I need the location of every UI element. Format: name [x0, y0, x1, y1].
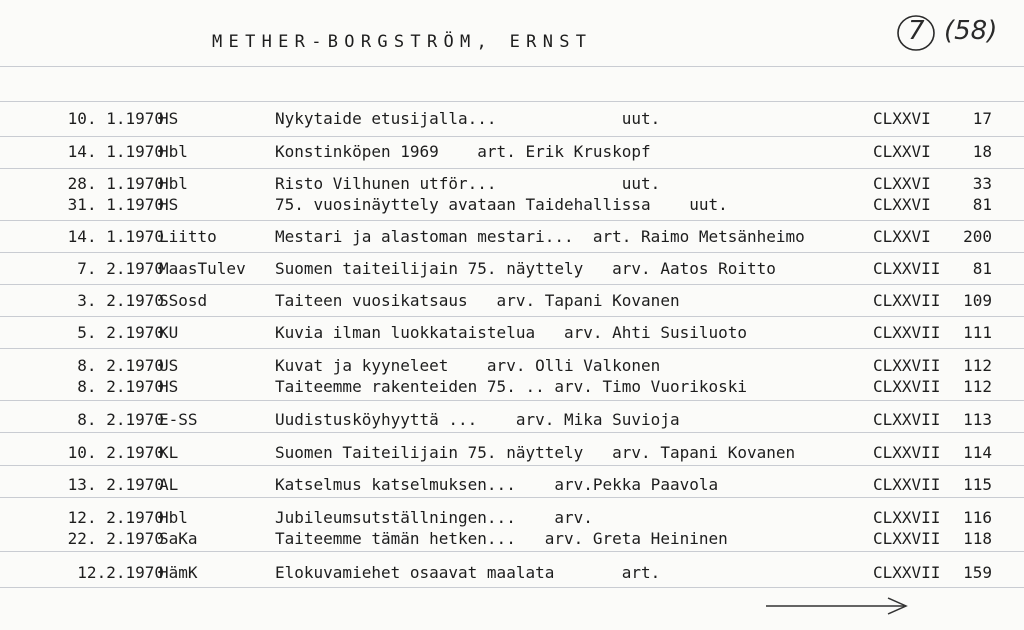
entry-row	[0, 376, 1024, 398]
ruled-line	[0, 220, 1024, 221]
entry-page: 109	[963, 291, 992, 310]
entry-text: Mestari ja alastoman mestari... art. Raimo Metsänheimo	[275, 227, 805, 246]
entry-page: 200	[963, 227, 992, 246]
entry-text: Uudistusköyhyyttä ... arv. Mika Suvioja	[275, 410, 680, 429]
entry-volume: CLXXVII	[873, 323, 941, 342]
entry-text: Jubileumsutställningen... arv.	[275, 508, 593, 527]
entry-page: 81	[972, 259, 992, 278]
entry-text: Elokuvamiehet osaavat maalata art.	[275, 563, 661, 582]
entry-source: SaKa	[159, 529, 198, 548]
entry-volume: CLXXVII	[873, 410, 941, 429]
right-arrow-icon	[764, 594, 914, 618]
entry-row	[0, 442, 1024, 464]
entry-text: Taiteen vuosikatsaus arv. Tapani Kovanen	[275, 291, 680, 310]
entry-source: Hbl	[159, 142, 188, 161]
ruled-line	[0, 587, 1024, 588]
entry-volume: CLXXVI	[873, 195, 931, 214]
entry-volume: CLXXVII	[873, 475, 941, 494]
entry-source: SSosd	[159, 291, 208, 310]
ruled-line	[0, 465, 1024, 466]
entry-page: 115	[963, 475, 992, 494]
entry-row	[0, 507, 1024, 529]
entry-source: KU	[159, 323, 179, 342]
entry-page: 159	[963, 563, 992, 582]
entry-date: 12. 2.1970	[67, 508, 164, 527]
entry-volume: CLXXVII	[873, 356, 941, 375]
entry-row	[0, 141, 1024, 163]
entry-date: 8. 2.1970	[77, 410, 164, 429]
entry-page: 113	[963, 410, 992, 429]
entry-volume: CLXXVI	[873, 174, 931, 193]
entry-source: E-SS	[159, 410, 198, 429]
ruled-line	[0, 66, 1024, 67]
entry-source: HS	[159, 377, 179, 396]
entry-row	[0, 528, 1024, 550]
entry-text: Nykytaide etusijalla... uut.	[275, 109, 661, 128]
ruled-line	[0, 101, 1024, 102]
entry-row	[0, 474, 1024, 496]
entry-row	[0, 194, 1024, 216]
entry-row	[0, 226, 1024, 248]
entry-page: 114	[963, 443, 992, 462]
entry-date: 12.2.1970	[77, 563, 164, 582]
entry-text: Taiteemme rakenteiden 75. .. arv. Timo Vuorikoski	[275, 377, 748, 396]
ruled-line	[0, 316, 1024, 317]
entry-volume: CLXXVII	[873, 508, 941, 527]
entry-source: Hbl	[159, 174, 188, 193]
entry-page: 111	[963, 323, 992, 342]
entry-page: 118	[963, 529, 992, 548]
entry-page: 112	[963, 377, 992, 396]
entry-source: HS	[159, 109, 179, 128]
entry-row	[0, 258, 1024, 280]
entry-page: 112	[963, 356, 992, 375]
entry-date: 10. 1.1970	[67, 109, 164, 128]
ruled-line	[0, 284, 1024, 285]
entry-page: 17	[972, 109, 992, 128]
entry-source: HS	[159, 195, 179, 214]
entry-row	[0, 290, 1024, 312]
entry-page: 18	[972, 142, 992, 161]
entry-volume: CLXXVII	[873, 259, 941, 278]
entry-text: 75. vuosinäyttely avataan Taidehallissa uut.	[275, 195, 728, 214]
entry-volume: CLXXVII	[873, 563, 941, 582]
entry-date: 13. 2.1970	[67, 475, 164, 494]
entry-date: 8. 2.1970	[77, 377, 164, 396]
ruled-line	[0, 252, 1024, 253]
entry-text: Konstinköpen 1969 art. Erik Kruskopf	[275, 142, 651, 161]
entry-source: AL	[159, 475, 179, 494]
ruled-line	[0, 551, 1024, 552]
ruled-line	[0, 432, 1024, 433]
entry-volume: CLXXVII	[873, 377, 941, 396]
entry-text: Katselmus katselmuksen... arv.Pekka Paavola	[275, 475, 719, 494]
entry-volume: CLXXVII	[873, 443, 941, 462]
entry-volume: CLXXVI	[873, 142, 931, 161]
ruled-line	[0, 168, 1024, 169]
entry-date: 14. 1.1970	[67, 227, 164, 246]
entry-row	[0, 108, 1024, 130]
entry-date: 8. 2.1970	[77, 356, 164, 375]
entry-page: 33	[972, 174, 992, 193]
card-title: METHER-BORGSTRÖM, ERNST	[212, 32, 593, 52]
entry-date: 7. 2.1970	[77, 259, 164, 278]
entry-page: 116	[963, 508, 992, 527]
entry-row	[0, 562, 1024, 584]
entry-text: Taiteemme tämän hetken... arv. Greta Heininen	[275, 529, 728, 548]
entry-date: 31. 1.1970	[67, 195, 164, 214]
entry-date: 28. 1.1970	[67, 174, 164, 193]
entry-page: 81	[972, 195, 992, 214]
card-number-value: 7	[908, 16, 925, 46]
entry-source: KL	[159, 443, 179, 462]
entry-row	[0, 409, 1024, 431]
entry-source: HämK	[159, 563, 198, 582]
entry-text: Suomen taiteilijain 75. näyttely arv. Aatos Roitto	[275, 259, 776, 278]
entry-volume: CLXXVI	[873, 227, 931, 246]
entry-volume: CLXXVII	[873, 529, 941, 548]
entry-date: 3. 2.1970	[77, 291, 164, 310]
entry-volume: CLXXVI	[873, 109, 931, 128]
ruled-line	[0, 136, 1024, 137]
entry-source: MaasTulev	[159, 259, 246, 278]
entry-date: 22. 2.1970	[67, 529, 164, 548]
entry-source: Liitto	[159, 227, 217, 246]
ruled-line	[0, 400, 1024, 401]
card-number	[896, 14, 1014, 62]
entry-text: Risto Vilhunen utför... uut.	[275, 174, 661, 193]
entry-row	[0, 322, 1024, 344]
entry-text: Kuvia ilman luokkataistelua arv. Ahti Susiluoto	[275, 323, 748, 342]
entry-date: 5. 2.1970	[77, 323, 164, 342]
entry-volume: CLXXVII	[873, 291, 941, 310]
entry-text: Suomen Taiteilijain 75. näyttely arv. Tapani Kovanen	[275, 443, 796, 462]
entry-source: Hbl	[159, 508, 188, 527]
card-number-total: (58)	[944, 16, 998, 46]
entry-text: Kuvat ja kyyneleet arv. Olli Valkonen	[275, 356, 661, 375]
entry-date: 14. 1.1970	[67, 142, 164, 161]
ruled-line	[0, 497, 1024, 498]
ruled-line	[0, 348, 1024, 349]
entry-row	[0, 173, 1024, 195]
entry-source: US	[159, 356, 179, 375]
entry-date: 10. 2.1970	[67, 443, 164, 462]
entry-row	[0, 355, 1024, 377]
